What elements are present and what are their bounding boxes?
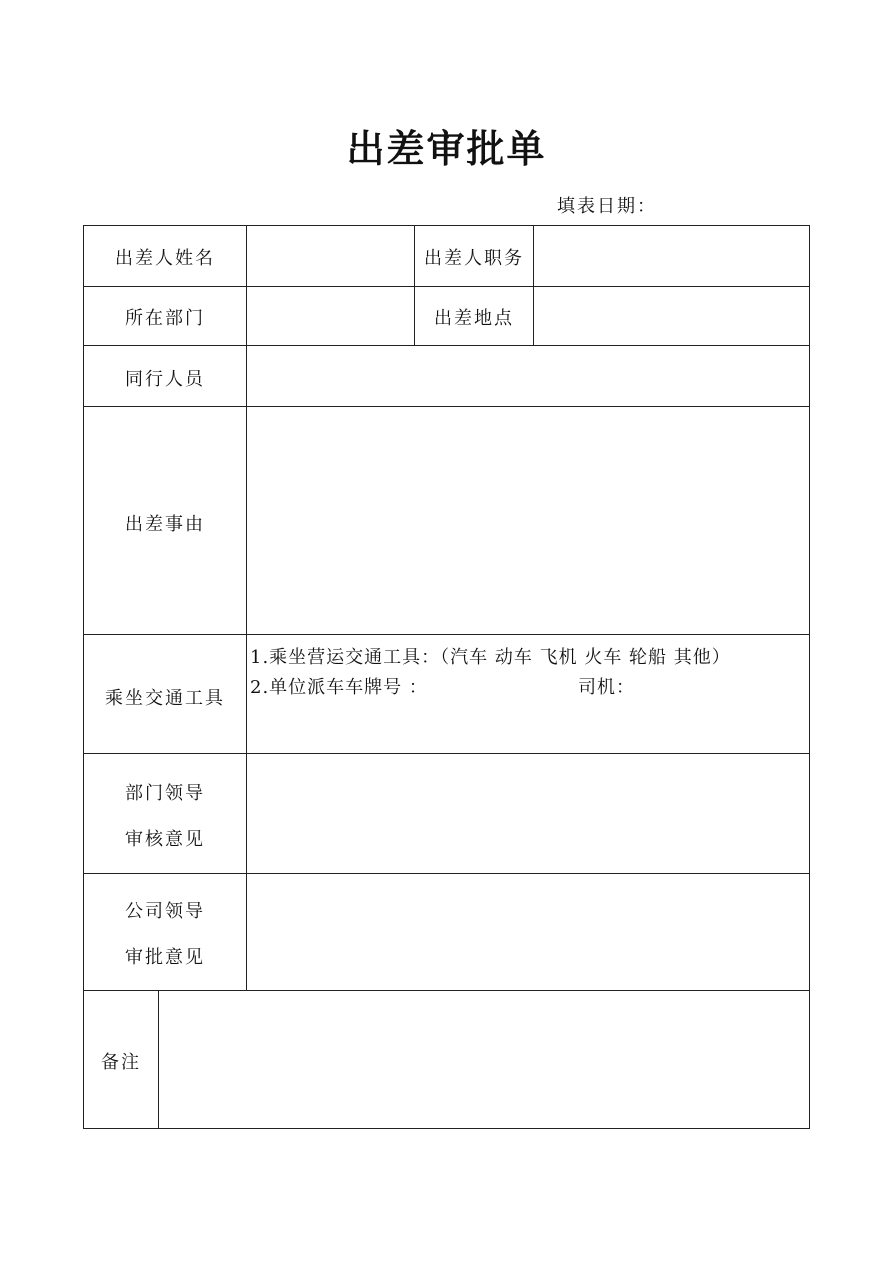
row-divider xyxy=(83,345,810,346)
company-approval-label-line2: 审批意见 xyxy=(125,947,205,968)
remarks-field[interactable] xyxy=(160,992,808,1127)
row-divider xyxy=(83,634,810,635)
department-label: 所在部门 xyxy=(125,308,205,329)
table-border-right xyxy=(809,225,810,1129)
fill-date-label: 填表日期： xyxy=(557,196,657,217)
remarks-label: 备注 xyxy=(101,1052,141,1073)
traveler-name-field[interactable] xyxy=(248,227,413,285)
table-border-top xyxy=(83,225,810,226)
row-divider xyxy=(83,753,810,754)
traveler-name-label: 出差人姓名 xyxy=(115,248,215,269)
driver-label: 司机： xyxy=(578,677,635,698)
destination-field[interactable] xyxy=(535,288,808,344)
companions-field[interactable] xyxy=(248,347,808,405)
row-divider xyxy=(83,873,810,874)
label-column-divider xyxy=(246,225,247,991)
companions-label: 同行人员 xyxy=(125,369,205,390)
transport-option-line2: 2.单位派车车牌号 ： xyxy=(250,677,428,698)
form-title: 出差审批单 xyxy=(346,127,547,171)
traveler-position-label: 出差人职务 xyxy=(424,248,524,269)
transport-label: 乘坐交通工具 xyxy=(105,688,225,709)
row-divider xyxy=(83,990,810,991)
middle-column-divider xyxy=(533,225,534,346)
dept-review-label-line2: 审核意见 xyxy=(125,829,205,850)
dept-review-label-line1: 部门领导 xyxy=(125,783,205,804)
department-field[interactable] xyxy=(248,288,413,344)
company-approval-field[interactable] xyxy=(248,875,808,989)
row-divider xyxy=(83,406,810,407)
row-divider xyxy=(83,286,810,287)
table-border-bottom xyxy=(83,1128,810,1129)
traveler-position-field[interactable] xyxy=(535,227,808,285)
transport-option-line1: 1.乘坐营运交通工具：（汽车 动车 飞机 火车 轮船 其他） xyxy=(250,647,731,668)
destination-label: 出差地点 xyxy=(434,308,514,329)
company-approval-label-line1: 公司领导 xyxy=(125,901,205,922)
remarks-column-divider xyxy=(158,990,159,1129)
reason-field[interactable] xyxy=(248,408,808,633)
reason-label: 出差事由 xyxy=(125,514,205,535)
dept-review-field[interactable] xyxy=(248,755,808,872)
table-border-left xyxy=(83,225,84,1129)
